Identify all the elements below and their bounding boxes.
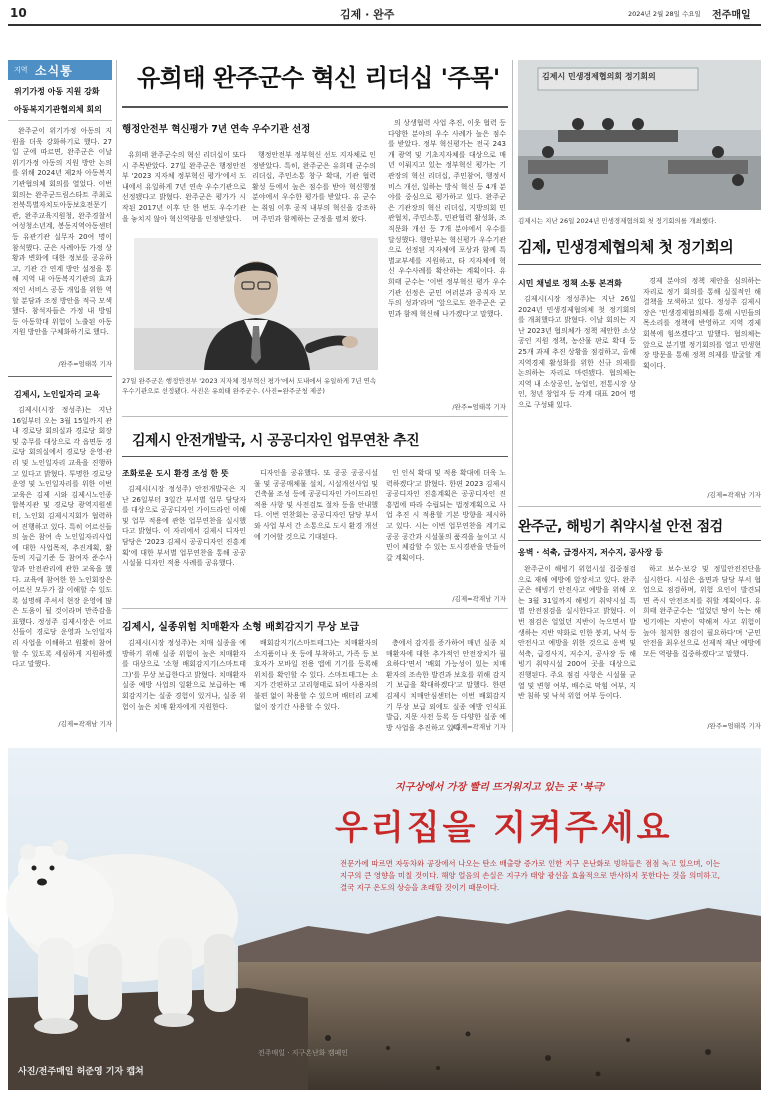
sidebar-item2-byline: /김제=곽재남 기자	[58, 720, 112, 728]
meeting-photo	[518, 60, 761, 210]
ice-top-rule	[518, 506, 761, 507]
ice-col1-text: 완주군이 해빙기 위험시설 집중점검으로 재해 예방에 앞장서고 있다. 완주군은 해빙기 안전사고 예방을 위해 오는 3월 31일까지 해빙기 취약시설 특별 안전점검을 실시한다고 밝혔다. 이번 점검은 얼었던 지반이 녹으면서 발생하는 지반 약화로 인한 붕괴, 낙석 등 안전사고 예방을 위한 것으로 옹벽 및 석축, 급경사지, 저수지, 공사장 등 해빙기 취약시설 200여 곳을 대상으로 진행된다. 주요 점검 사항은 시설물 균열 및 변형 여부, 배수로 막힘 여부, 지반 침하 및 낙석 위험 여부 등이다.	[518, 565, 636, 701]
dementia-col1-text: 김제시(시장 정성주)는 치매 실종을 예방하기 위해 실종 위험이 높은 치매환자를 대상으로 '소형 배회감지기(스마트태그)'를 무상 보급한다고 밝혔다. 치매환자 실종 예방 사업의 일환으로 보급하는 배회감지기는 실종 경험이 있거나, 실종 위험이 높은 치매 환자에게 지원한다.	[122, 639, 246, 711]
sidebar-item1-title1: 위기가정 아동 지원 강화	[14, 87, 100, 96]
ice-col2	[643, 564, 761, 720]
ad-watermark: 전주매일 · 지구온난화 캠페인	[258, 1049, 349, 1057]
sidebar-label-region: 지역	[14, 66, 28, 74]
ice-subhead: 옹벽 · 석축, 급경사지, 저수지, 공사장 등	[518, 548, 663, 557]
dementia-headline: 김제시, 실종위험 치매환자 소형 배회감지기 무상 보급	[122, 622, 360, 633]
right-headline-rule	[518, 264, 761, 265]
main-col2-text: 행정안전부 정부혁신 선도 지자체로 인정받았다. 특히, 완주군은 유희태 군수의 리더십, 주민소통 창구 확대, 기관 협력 활성 등에서 높은 점수를 받아 혁신행정 분야에서 우수한 평가를 받았다. 유 군수는 취임 이후 공직 내부의 혁신을 강조하며 주민과 함께하는 군정을 펼쳐 왔다.	[252, 151, 376, 223]
center-col2-text: 디자인을 공유했다. 또 공공 공공시설물 및 공공매체물 설치, 시설개선사업 및 건축물 조성 등에 공공디자인 가이드라인 적용 사항 및 사전검토 절차 등을 안내했다. 이번 연찬회는 공공디자인 담당 부서와 사업 부서 간 소통으로 도시 환경 개선에 기여할 것으로 기대된다.	[254, 469, 378, 541]
sidebar-item1-byline: /완주=엄태복 기자	[58, 360, 112, 368]
portrait-illustration	[134, 238, 378, 370]
sidebar-vline	[116, 60, 117, 732]
sidebar-divider2	[8, 376, 112, 377]
dementia-col2-text: 배회감지기(스마트태그)는 치매환자의 소지품이나 옷 등에 부착하고, 가족 등 보호자가 모바일 전용 앱에 기기를 등록해 위치를 확인할 수 있다. 스마트태그는 소지가 간편하고 고리형태로 되어 사용자의 불편 없이 착용할 수 있으며 배터리 교체 없이 장기간 사용할 수 있다.	[254, 639, 378, 711]
right-col2	[643, 276, 761, 486]
ad-body: 전문가에 따르면 자동차와 공장에서 나오는 탄소 배출량 증가로 인한 지구 온난화로 빙하들은 점점 녹고 있으며, 이는 지구의 큰 영향을 미칠 것이다. 해양 얼음의 손실은 지구가 태양 광선을 효율적으로 반사하지 못한다는 것을 의미하고, 결국 지구 온도의 상승을 초래할 것이기 때문이다.	[340, 859, 720, 892]
meeting-illustration	[518, 60, 761, 210]
right-headline: 김제, 민생경제협의체 첫 정기회의	[518, 238, 734, 256]
ice-byline: /완주=엄태복 기자	[707, 722, 761, 730]
sidebar-item2-body	[12, 405, 112, 717]
main-col3-text: 의 상생협력 사업 추진, 이웃 협력 등 다양한 분야의 우수 사례가 높은 점수를 받았다. 정부 혁신평가는 전국 243개 광역 및 기초지자체를 대상으로 매년 이뤄지고 있는 정부혁신 평가는 기관장의 혁신 리더십, 주민참여, 행정서비스 개선, 일하는 방식 혁신 등 4개 분야를 중심으로 평가하고 있다. 완주군은 기관장의 혁신 리더십, 지방의회 민관협치, 주민소통, 민관협력 활성화, 조직문화 개선 등 7개 분야에서 우수를 달성했다. 행안부는 혁신평가 우수기관으로 선정된 지자체에 포상과 함께 특별교부세를 지원하고, 타 지자체에 혁신 우수사례를 확산하는 계획이다. 유희태 군수는 '이번 정부혁신 평가 우수기관 선정은 군민 여러분과 공직자 모두의 성과'라며 '앞으로도 완주군은 군민과 함께 혁신해 나가겠다'고 말했다.	[388, 119, 506, 318]
main-col2	[252, 150, 376, 230]
right-col2-text: 경제 분야의 정책 제안을 심의하는 자리로 정기 회의를 통해 실질적인 해결책을 모색하고 있다. 정성주 김제시장은 '민생경제협의체를 통해 시민들의 목소리를 정책에 반영하고 지역 경제 회복에 힘쓰겠다'고 말했다. 협의체는 앞으로 분기별 정기회의를 열고 민생현장 방문을 통해 정책 의제를 발굴할 계획이다.	[643, 277, 761, 370]
main-col1	[122, 150, 246, 230]
center-col1-text: 김제시(시장 정성주) 안전개발국은 지난 26일부터 3일간 부서별 업무 담당자를 대상으로 공공디자인 가이드라인 이해 및 업무 적용에 관한 업무연찬을 실시했다고 밝혔다. 이 자리에서 김제시 디자인 담당은 '2023 김제시 공공디자인 진흥계획'에 대한 부서별 업무연찬을 통해 공공시설물 디자인 적용 사례를 공유했다.	[122, 485, 246, 568]
center-bottom-rule	[122, 608, 508, 609]
right-col1	[518, 294, 636, 500]
ad-tagline: 지구상에서 가장 빨리 뜨거워지고 있는 곳 '북극'	[395, 782, 606, 793]
meeting-banner: 김제시 민생경제협의회 정기회의	[542, 72, 656, 81]
right-subhead: 시민 채널로 정책 소통 본격화	[518, 279, 622, 288]
center-col3-text: 인 인식 확대 및 적용 확대에 더욱 노력하겠다'고 밝혔다. 한편 2023 김제시 공공디자인 진흥계획은 공공디자인 진흥법에 따라 수립되는 법정계획으로 사업 추진 시 적용할 기본 방향을 제시하고 있다. 시는 이번 업무연찬을 계기로 공공 공간과 시설물의 품격을 높이고 시민이 체감할 수 있는 도시경관을 만들어갈 계획이다.	[386, 469, 506, 562]
sidebar-item2-text: 김제시(시장 정성주)는 지난 16일부터 오는 3월 15일까지 관내 경로당 회의실과 경로당 회장 및 총무를 대상으로 각 읍면동 경로당 회의실에서 경로당 운영·관리 및 노인일자리 교육을 진행하고 있다고 밝혔다. 투명한 경로당 운영 및 노인일자리를 위한 이번 교육은 김제 시와 김제시노인종합복지관 및 경로당 광역지원센터, 노인회 김제시지회가 협력하여 진행하고 있다. 특히 어르신들의 높은 참여 속 노인일자리사업에 대한 사업목적, 추진계획, 활동비 지급기준 등 참여자 준수사항과 안전관리에 관한 교육을 했다. 교육에 참여한 한 노인회장은 어르신 모두가 잘 이해할 수 있도록 설명해 주셔서 현장 운영에 많은 도움이 될 것이라며 만족감을 표했다. 정성주 김제시장은 어르신들이 경로당 운영과 노인일자리 사업을 이해하고 원활히 참여할 수 있도록 세심하게 지원하겠다고 말했다.	[12, 406, 112, 669]
main-headline: 유희태 완주군수 혁신 리더십 '주목'	[137, 64, 500, 92]
sidebar-label	[8, 60, 112, 80]
center-col1	[122, 484, 246, 600]
ice-col1	[518, 564, 636, 732]
header-rule	[8, 24, 761, 26]
sidebar-divider	[8, 120, 112, 121]
section-title: 김제 · 완주	[340, 8, 395, 21]
page-number: 10	[10, 6, 27, 20]
center-col3	[386, 468, 506, 592]
center-byline: /김제=곽재남 기자	[452, 595, 506, 603]
ice-headline: 완주군, 해빙기 취약시설 안전 점검	[518, 519, 723, 535]
center-headline: 김제시 안전개발국, 시 공공디자인 업무연찬 추진	[132, 433, 420, 449]
dementia-col2	[254, 638, 378, 732]
ice-col2-text: 하고 보수·보강 및 정밀안전진단을 실시한다. 시설은 읍면과 담당 부서 협업으로 점검하며, 위험 요인이 발견되면 즉시 안전조치를 취할 계획이다. 유희태 완주군수는 '얼었던 땅이 녹는 해빙기에는 지반이 약해져 사고 위험이 높아 철저한 점검이 필요하다'며 '군민 안전을 최우선으로 선제적 재난 예방에 모든 역량을 집중하겠다'고 말했다.	[643, 565, 761, 658]
main-col1-text: 유희태 완주군수의 혁신 리더십이 또다시 주목받았다. 27일 완주군은 행정안전부 '2023 지자체 정부혁신 평가'에서 도내에서 유일하게 7년 연속 우수기관으로 선정됐다고 밝혔다. 완주군은 평가가 시작된 2017년 이후 단 한 번도 우수기관을 놓치지 않아 혁신역량을 인정받았다.	[122, 151, 246, 223]
sidebar-label-news: 소식통	[35, 64, 73, 78]
ad-credit: 사진/전주매일 허준영 기자 캡쳐	[18, 1067, 144, 1077]
sidebar-item2-title: 김제시, 노인일자리 교육	[14, 390, 100, 399]
paper-name: 전주매일	[712, 10, 751, 21]
portrait-photo	[134, 238, 378, 370]
ad-headline: 우리집을 지켜주세요	[335, 808, 673, 848]
portrait-caption: 27일 완주군은 행정안전부 '2023 지자체 정부혁신 평가'에서 도내에서 유일하게 7년 연속 우수기관으로 선정됐다. 사진은 유희태 완주군수. (사진=완주군청 제공)	[122, 377, 377, 395]
sidebar-item1-text: 완주군이 위기가정 아동의 지원을 더욱 강화하기로 했다. 27일 군에 따르면, 완주군은 이날 위기가정 아동의 지원 방안 논의를 위해 2024년 제2차 아동복지기관협의체 회의를 열었다. 이번 회의는 완주군드림스타트 주최로 전북특별자치도아동보호전문기관, 완주교육지원청, 완주경찰서여성청소년계, 봉동지역아동센터 등 유관기관 실무자 20여 명이 참석했다. 군은 사례아동 가정 상황과 변화에 대한 정보를 공유하고, 기관 간 연계 방안 설정을 통해 지역 내 아동복지기관의 효과적인 서비스 공동 개입을 위한 역할 분담과 조정 방안을 적극 모색했다. 참석자들은 가정 내 방임 등 아동학대 위험이 노출된 아동 지원 방안을 구체화하기로 했다.	[12, 127, 112, 337]
center-col2	[254, 468, 378, 600]
main-headline-rule	[122, 106, 508, 108]
main-bottom-rule	[122, 416, 508, 417]
dementia-col3-text: 층에서 감지를 증가하여 매년 실종 치매환자에 대한 추가적인 안전장치가 필요하다'면서 '배회 가능성이 있는 치매환자의 조속한 발견과 보호를 위해 감지기 보급을 확대하겠다'고 말했다. 한편 김제시 치매안심센터는 이번 배회감지기 무상 보급 외에도 실종 예방 인식표 발급, 지문 사전 등록 등 다양한 실종 예방 사업을 추진하고 있다.	[386, 639, 506, 732]
issue-date: 2024년 2월 28일 수요일	[628, 10, 701, 18]
climate-ad	[8, 748, 761, 1090]
dementia-col1	[122, 638, 246, 732]
right-col1-text: 김제시(시장 정성주)는 지난 26일 2024년 민생경제협의체 첫 정기회의를 개최했다고 밝혔다. 이날 회의는 지난 2023년 협의체가 정책 제안한 소상공인 지원 정책, 농산물 판로 확대 등 25개 과제 추진 상황을 점검하고, 올해 지역경제 활성화를 위한 신규 의제를 논의하는 자리로 마련됐다. 협의체는 지역 내 소상공인, 농업인, 전통시장 상인, 청년 창업자 등 각계 대표 20여 명으로 구성돼 있다.	[518, 295, 636, 409]
right-vline	[512, 60, 513, 732]
ice-headline-rule	[518, 540, 761, 541]
center-subhead: 조화로운 도시 환경 조성 한 뜻	[122, 469, 229, 478]
sidebar-item1-body	[12, 126, 112, 358]
meeting-caption: 김제시는 지난 26일 2024년 민생경제협의회 첫 정기회의를 개최했다.	[518, 217, 717, 225]
main-col3	[388, 118, 506, 400]
center-headline-rule	[122, 456, 508, 457]
main-subhead: 행정안전부 혁신평가 7년 연속 우수기관 선정	[122, 124, 311, 135]
dementia-byline: /김제=곽재남 기자	[452, 723, 506, 731]
sidebar-item1-title2: 아동복지기관협의체 회의	[14, 105, 102, 114]
main-byline: /완주=엄태복 기자	[452, 403, 506, 411]
right-byline: /김제=곽재남 기자	[707, 491, 761, 499]
